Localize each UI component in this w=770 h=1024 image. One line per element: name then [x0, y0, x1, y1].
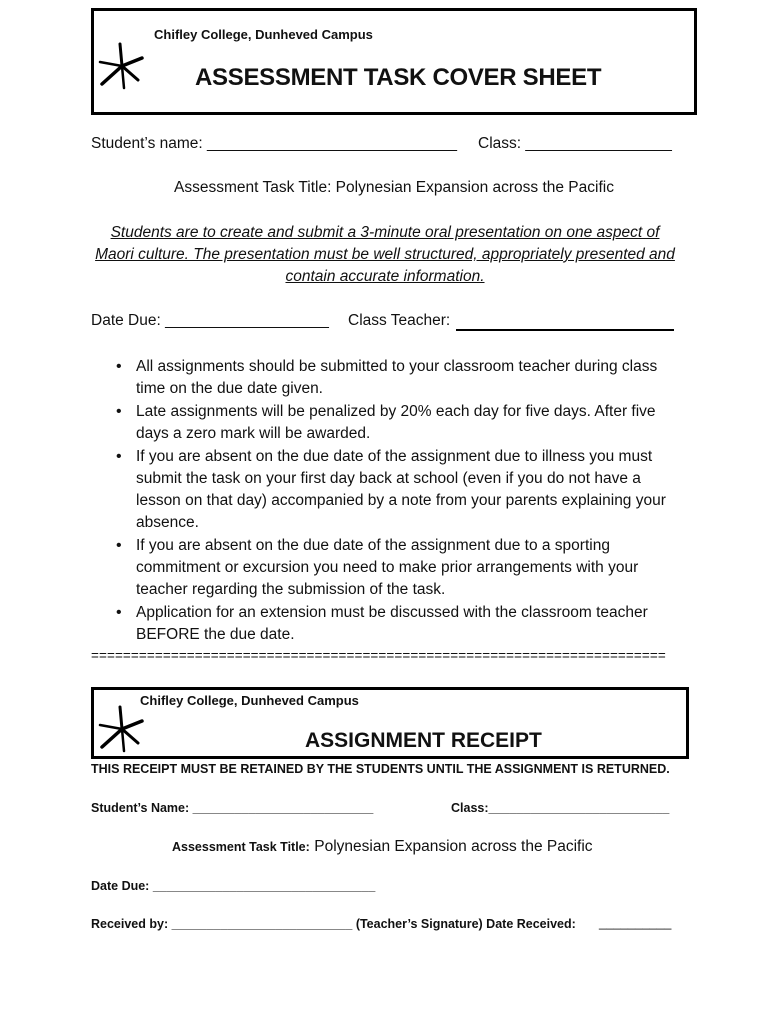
date-received-field[interactable]: __________ — [599, 915, 672, 930]
college-logo-icon — [96, 40, 148, 92]
submission-rules-list — [91, 356, 681, 647]
receipt-task-title — [172, 838, 593, 856]
receipt-student-name-field[interactable]: Student’s Name: __________________________ — [91, 801, 374, 815]
rule-item: • Late assignments will be penalized by 20% each day for five days. After five days a zero mark will be awarded. — [136, 401, 681, 445]
student-name-field[interactable]: Student’s name: _____________________________ — [91, 135, 458, 152]
rule-item: • If you are absent on the due date of the assignment due to illness you must submit the task on your first day back at school (even if you do not have a lesson on that day) accompanied by a note from your parents explaining your absence. — [136, 446, 681, 534]
rule-item: • Application for an extension must be discussed with the classroom teacher BEFORE the due date. — [136, 602, 681, 646]
received-by-field[interactable]: Received by: __________________________ (Teacher’s Signature) Date Received: — [91, 917, 576, 931]
cut-line-separator: ======================================================================== — [91, 648, 666, 663]
receipt-date-due-field[interactable]: Date Due: ________________________________ — [91, 879, 376, 893]
receipt-task-title-label: Assessment Task Title: — [172, 840, 310, 854]
rule-item: • All assignments should be submitted to your classroom teacher during class time on the due date given. — [136, 356, 681, 400]
college-name: Chifley College, Dunheved Campus — [154, 27, 373, 42]
receipt-task-title-value: Polynesian Expansion across the Pacific — [314, 838, 593, 855]
class-field[interactable]: Class: _________________ — [478, 135, 672, 152]
class-teacher-label: Class Teacher: — [348, 312, 451, 329]
receipt-class-field[interactable]: Class:__________________________ — [451, 801, 670, 815]
receipt-notice: THIS RECEIPT MUST BE RETAINED BY THE STUDENTS UNTIL THE ASSIGNMENT IS RETURNED. — [91, 762, 670, 776]
receipt-college-name: Chifley College, Dunheved Campus — [140, 693, 359, 708]
rule-item: • If you are absent on the due date of the assignment due to a sporting commitment or excursion you need to make prior arrangements with your teacher regarding the submission of the task. — [136, 535, 681, 601]
assessment-task-title: Assessment Task Title: Polynesian Expansion across the Pacific — [174, 179, 614, 196]
date-due-field[interactable]: Date Due: ___________________ — [91, 312, 329, 329]
receipt-title: ASSIGNMENT RECEIPT — [305, 729, 542, 752]
task-instructions: Students are to create and submit a 3-minute oral presentation on one aspect of Maori culture. The presentation must be well structured, appropriately presented and contain accurate information. — [95, 224, 675, 285]
class-teacher-field[interactable] — [456, 329, 674, 331]
college-logo-icon — [96, 703, 148, 755]
page-title: ASSESSMENT TASK COVER SHEET — [195, 64, 602, 91]
cover-sheet-header — [91, 8, 697, 115]
